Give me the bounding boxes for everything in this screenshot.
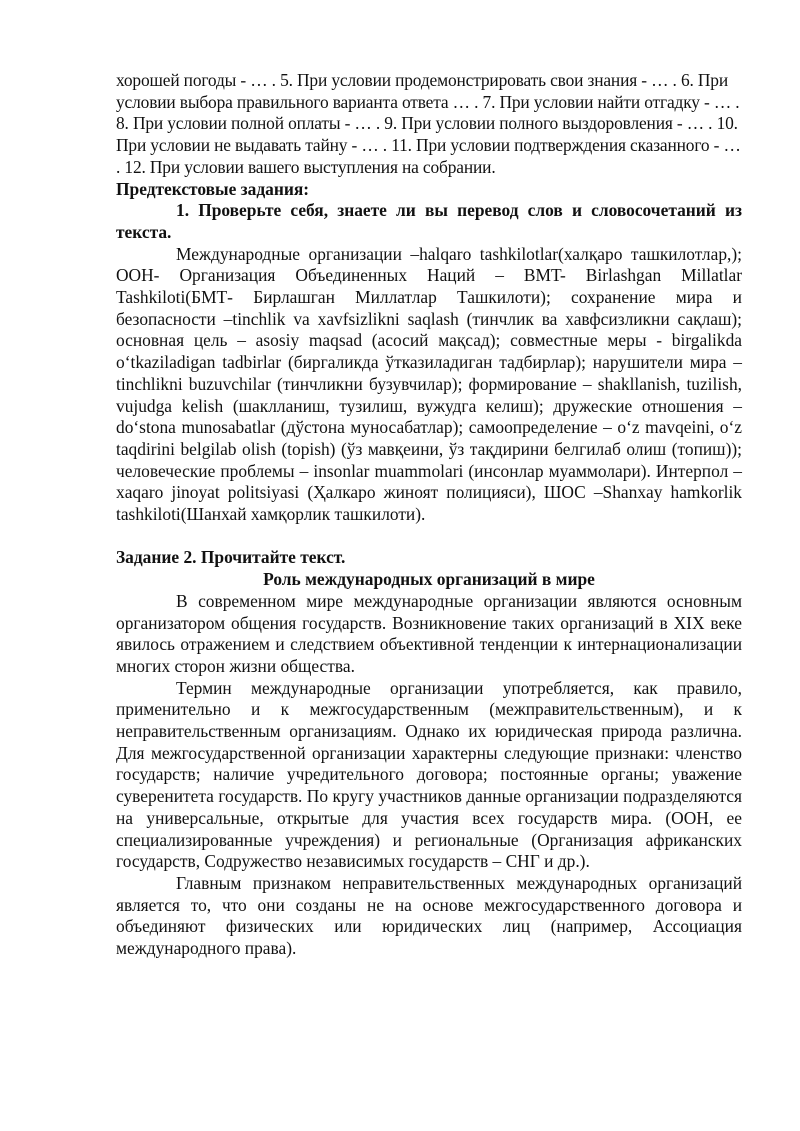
spacer xyxy=(116,526,742,548)
task1-heading: 1. Проверьте себя, знаете ли вы перевод слов и словосочетаний из текста. xyxy=(116,200,742,242)
task2-heading: Задание 2. Прочитайте текст. xyxy=(116,547,346,568)
body-paragraph-3: Главным признаком неправительственных международных организаций является то, что они созданы не на основе межгосударственного договора и объединяют физических или юридических лиц (например, Ассоциация международного права). xyxy=(116,873,742,959)
text-title: Роль международных организаций в мире xyxy=(263,569,595,590)
body-paragraph-2: Термин международные организации употребляется, как правило, применительно и к межгосударственным (межправительственным), и к неправительственным организациям. Однако их юридическая природа различна. Для межгосударственной организации характерны следующие признаки: членство государств; наличие учредительного договора; постоянные органы; уважение суверенитета государств. По кругу участников данные организации подразделяются на универсальные, открытые для участия всех государств мира. (ООН, ее специализированные учреждения) и региональные (Организация африканских государств, Содружество независимых государств – СНГ и др.). xyxy=(116,677,742,872)
document-page xyxy=(116,70,742,960)
intro-paragraph: хорошей погоды - … . 5. При условии продемонстрировать свои знания - … . 6. При условии выбора правильного варианта ответа … . 7. При условии найти отгадку - … . 8. При условии полной оплаты - … . 9. При условии полного выздоровления - … . 10. При условии не выдавать тайну - … . 11. При условии подтверждения сказанного - … . 12. При условии вашего выступления на собрании. xyxy=(116,70,741,177)
body-paragraph-1: В современном мире международные организации являются основным организатором общения государств. Возникновение таких организаций в XIX веке явилось отражением и следствием объективной тенденции к интернационализации многих сторон жизни общества. xyxy=(116,590,742,676)
pretext-heading: Предтекстовые задания: xyxy=(116,178,310,199)
vocab-paragraph: Международные организации –halqaro tashkilotlar(халқаро ташкилотлар,); ООН- Организация Объединенных Наций – BMT- Birlashgan Millatlar Tashkiloti(БМТ- Бирлашган Миллатлар Ташкилоти); сохранение мира и безопасности –tinchlik va xavfsizlikni saqlash (тинчлик ва хавфсизликни сақлаш); основная цель – asosiy maqsad (асосий мақсад); совместные меры - birgalikda oʻtkaziladigan tadbirlar (биргаликда ўтказиладиган тадбирлар); нарушители мира – tinchlikni buzuvchilar (тинчликни бузувчилар); формирование – shakllanish, tuzilish, vujudga kelish (шаклланиш, тузилиш, вужудга келиш); дружеские отношения – doʻstona munosabatlar (дўстона муносабатлар); самоопределение – oʻz mavqeini, oʻz taqdirini belgilab olish (topish) (ўз мавқеини, ўз тақдирини белгилаб олиш (топиш)); человеческие проблемы – insonlar muammolari (инсонлар муаммолари). Интерпол – xaqaro jinoyat politsiyasi (Ҳалкаро жиноят полицияси), ШОС –Shanxay hamkorlik tashkiloti(Шанхай хамқорлик ташкилоти). xyxy=(116,243,742,525)
